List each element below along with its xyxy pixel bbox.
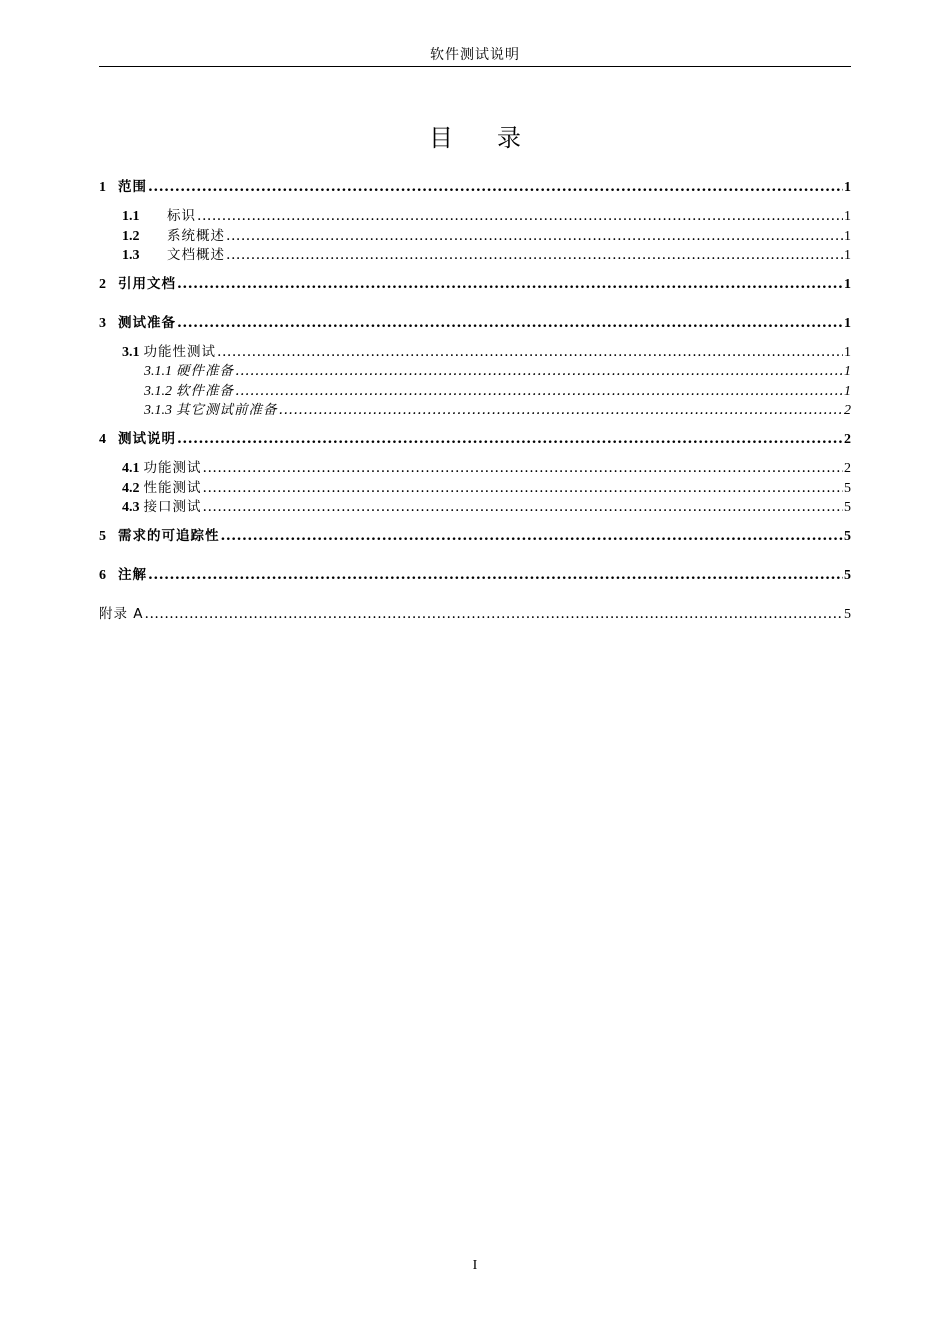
toc-entry-label: 需求的可追踪性 xyxy=(118,528,220,544)
toc-leader xyxy=(235,381,843,401)
toc-entry[interactable] xyxy=(99,381,851,401)
header-rule xyxy=(99,66,851,67)
toc-entry-label: 测试准备 xyxy=(118,315,176,331)
toc-entry-number: 1 xyxy=(99,180,106,195)
toc-leader xyxy=(177,274,843,294)
toc-entry-number: 4 xyxy=(99,432,106,447)
toc-title-char: 录 xyxy=(497,124,521,152)
toc-entry[interactable] xyxy=(99,526,851,546)
toc-entry-number: 6 xyxy=(99,568,106,583)
toc-entry[interactable] xyxy=(99,478,851,498)
toc-leader xyxy=(226,226,843,246)
toc-entry-label: 范围 xyxy=(118,179,147,195)
toc-entry-page: 1 xyxy=(844,209,851,224)
toc-title-char: 目 xyxy=(429,124,453,152)
toc-entry-page: 5 xyxy=(844,481,851,496)
toc-entry-page: 5 xyxy=(844,568,851,583)
toc-entry-number: 3.1.1 xyxy=(144,364,172,379)
toc-entry-label: 其它测试前准备 xyxy=(176,402,278,418)
toc-entry-page: 2 xyxy=(844,432,851,447)
toc-entry-number: 3.1 xyxy=(122,345,140,360)
toc-entry-label: 系统概述 xyxy=(167,228,225,244)
toc-leader xyxy=(177,429,843,449)
toc-entry[interactable] xyxy=(99,177,851,197)
toc-entry-label: 附录 A xyxy=(99,606,144,622)
toc-entry-page: 5 xyxy=(844,529,851,544)
toc-entry-page: 1 xyxy=(844,229,851,244)
toc-entry-label: 性能测试 xyxy=(143,480,202,496)
toc-leader xyxy=(197,206,843,226)
toc-entry[interactable] xyxy=(99,458,851,478)
toc-leader xyxy=(279,400,844,420)
toc-entry-label: 测试说明 xyxy=(118,431,176,447)
toc-entry[interactable] xyxy=(99,565,851,585)
toc-leader xyxy=(217,342,843,362)
toc-entry-number: 1.1 xyxy=(122,209,140,224)
toc-entry[interactable] xyxy=(99,206,851,226)
toc-entry-number: 5 xyxy=(99,529,106,544)
toc-entry-number: 3.1.3 xyxy=(144,403,172,418)
toc-entry-page: 2 xyxy=(844,461,851,476)
toc-entry[interactable] xyxy=(99,400,851,420)
toc-entry-label: 功能性测试 xyxy=(143,344,216,360)
toc-entry[interactable] xyxy=(99,361,851,381)
toc-entry-number: 3 xyxy=(99,316,106,331)
toc-entry[interactable] xyxy=(99,497,851,517)
toc-leader xyxy=(177,313,843,333)
toc-entry-number: 1.3 xyxy=(122,248,140,263)
toc-entry-page: 5 xyxy=(844,607,851,622)
toc-entry-page: 5 xyxy=(844,500,851,515)
toc-title xyxy=(0,118,950,153)
toc-entry-page: 2 xyxy=(844,403,851,418)
toc-entry-label: 引用文档 xyxy=(118,276,176,292)
toc-leader xyxy=(235,361,843,381)
toc-entry-label: 硬件准备 xyxy=(176,363,234,379)
toc-entry-page: 1 xyxy=(844,384,851,399)
toc-entry-number: 1.2 xyxy=(122,229,140,244)
toc-entry-label: 功能测试 xyxy=(143,460,202,476)
toc-entry[interactable] xyxy=(99,226,851,246)
toc-entry-label: 接口测试 xyxy=(143,499,202,515)
toc-entry-page: 1 xyxy=(844,345,851,360)
running-header: 软件测试说明 xyxy=(430,47,520,63)
toc-leader xyxy=(145,604,843,624)
toc-entry-label: 文档概述 xyxy=(167,247,225,263)
page-number: I xyxy=(472,1258,478,1273)
toc-entry-page: 1 xyxy=(844,364,851,379)
toc-entry-page: 1 xyxy=(844,180,851,195)
toc-entry-number: 4.3 xyxy=(122,500,140,515)
toc-entry[interactable] xyxy=(99,342,851,362)
toc-leader xyxy=(221,526,844,546)
toc-entry-label: 注解 xyxy=(118,567,147,583)
toc-entry-number: 3.1.2 xyxy=(144,384,172,399)
toc-entry-number: 2 xyxy=(99,277,106,292)
toc-entry-number: 4.2 xyxy=(122,481,140,496)
toc-leader xyxy=(148,177,843,197)
toc-entry-label: 标识 xyxy=(167,208,196,224)
toc-entry[interactable] xyxy=(99,245,851,265)
toc-entry[interactable] xyxy=(99,429,851,449)
toc-entry-label: 软件准备 xyxy=(176,383,234,399)
toc-entry[interactable] xyxy=(99,313,851,333)
toc-leader xyxy=(203,458,844,478)
toc-entry-page: 1 xyxy=(844,316,851,331)
toc-entry[interactable] xyxy=(99,274,851,294)
toc-leader xyxy=(203,497,844,517)
toc-leader xyxy=(226,245,843,265)
toc-entry-number: 4.1 xyxy=(122,461,140,476)
toc-entry-page: 1 xyxy=(844,277,851,292)
toc-entry-appendix[interactable] xyxy=(99,604,851,624)
toc-leader xyxy=(148,565,843,585)
toc-entry-page: 1 xyxy=(844,248,851,263)
toc-leader xyxy=(203,478,844,498)
